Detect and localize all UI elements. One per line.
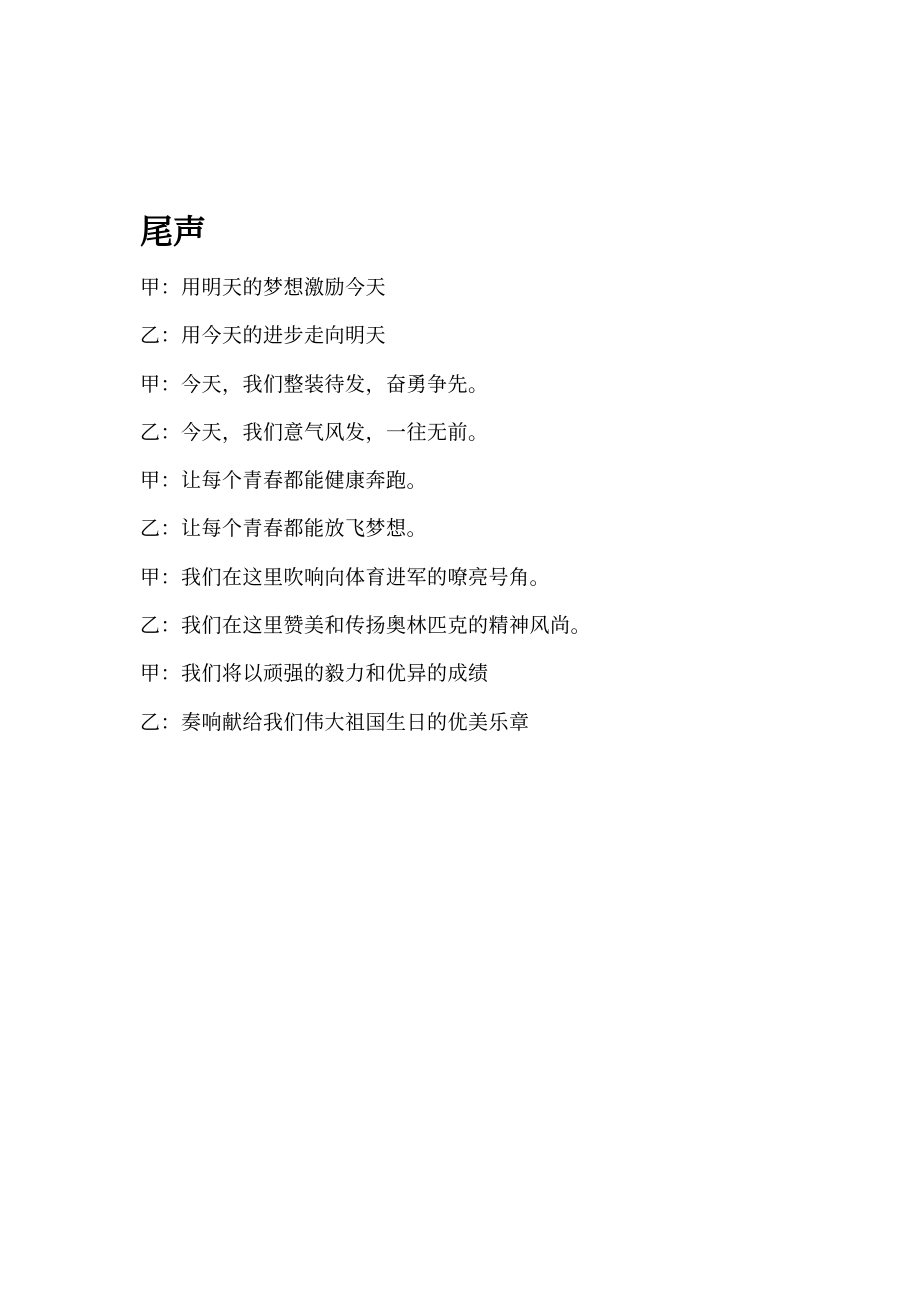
speaker-label: 甲：	[140, 468, 181, 493]
dialogue-line	[140, 504, 840, 552]
dialogue-line	[140, 601, 840, 649]
line-text: 让每个青春都能放飞梦想。	[181, 516, 427, 541]
line-text: 用明天的梦想激励今天	[181, 275, 386, 299]
dialogue-line	[140, 311, 840, 359]
dialogue-line	[140, 698, 840, 746]
dialogue-line	[140, 263, 840, 311]
dialogue-line	[140, 360, 840, 408]
line-text: 用今天的进步走向明天	[181, 323, 386, 348]
line-text: 我们在这里吹响向体育进军的嘹亮号角。	[181, 564, 550, 589]
dialogue-line	[140, 553, 840, 601]
speaker-label: 甲：	[140, 661, 181, 686]
speaker-label: 乙：	[140, 613, 181, 638]
dialogue-line	[140, 456, 840, 504]
line-text: 今天，我们意气风发，一往无前。	[181, 419, 489, 444]
document-content	[140, 210, 840, 746]
speaker-label: 乙：	[140, 709, 181, 734]
speaker-label: 甲：	[140, 275, 181, 299]
line-text: 奏响献给我们伟大祖国生日的优美乐章	[181, 709, 530, 734]
speaker-label: 乙：	[140, 419, 181, 444]
line-text: 今天，我们整装待发，奋勇争先。	[181, 371, 489, 396]
dialogue-lines	[140, 263, 840, 746]
line-text: 我们在这里赞美和传扬奥林匹克的精神风尚。	[181, 613, 591, 638]
dialogue-line	[140, 408, 840, 456]
dialogue-line	[140, 649, 840, 697]
section-title: 尾声	[140, 212, 206, 251]
speaker-label: 乙：	[140, 516, 181, 541]
line-text: 我们将以顽强的毅力和优异的成绩	[181, 661, 489, 686]
speaker-label: 甲：	[140, 371, 181, 396]
speaker-label: 乙：	[140, 323, 181, 348]
speaker-label: 甲：	[140, 564, 181, 589]
line-text: 让每个青春都能健康奔跑。	[181, 468, 427, 493]
